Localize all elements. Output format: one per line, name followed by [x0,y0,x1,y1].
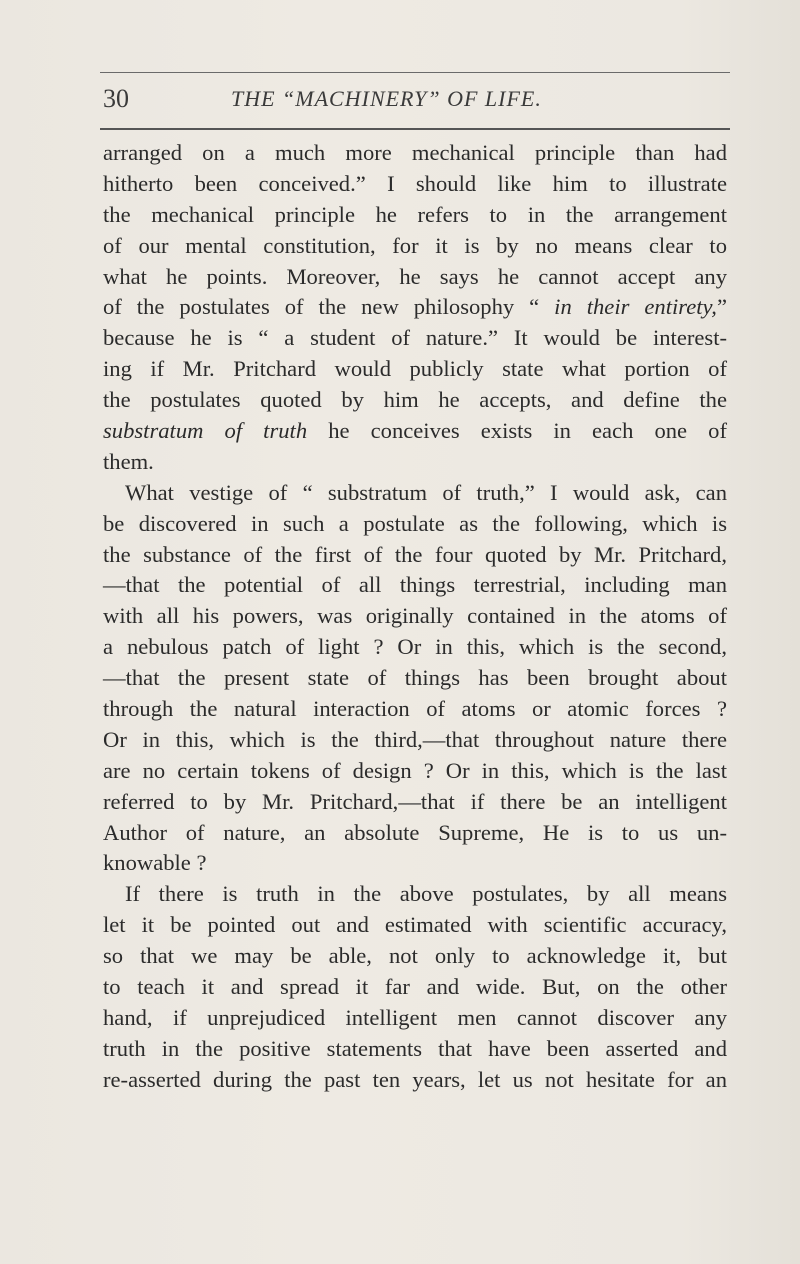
text-line: —that the present state of things has been brought about [103,665,727,691]
text-line: what he points. Moreover, he says he cannot accept any [103,263,727,289]
text-line: Or in this, which is the third,—that throughout nature there [103,726,727,752]
text-line: What vestige of “ substratum of truth,” I would ask, can [125,479,727,505]
text-line: of our mental constitution, for it is by no means clear to [103,232,727,258]
text-line: because he is “ a student of nature.” It would be interest- [103,325,727,351]
text-line: with all his powers, was originally contained in the atoms of [103,603,727,629]
text-line: arranged on a much more mechanical principle than had [103,140,727,165]
text-line: be discovered in such a postulate as the following, which is [103,510,727,536]
text-line: referred to by Mr. Pritchard,—that if there be an intelligent [103,788,727,814]
text-line: the substance of the first of the four quoted by Mr. Pritchard, [103,541,727,567]
text-line: them. [103,448,154,474]
text-line: substratum of truth he conceives exists in each one of [103,418,727,444]
running-title: THE “MACHINERY” OF LIFE. [231,86,542,111]
text-line: truth in the positive statements that have been asserted and [103,1035,727,1061]
text-line: If there is truth in the above postulates, by all means [125,881,727,907]
text-line: knowable ? [103,850,207,876]
text-line: so that we may be able, not only to acknowledge it, but [103,943,727,969]
text-line: Author of nature, an absolute Supreme, He is to us un- [103,819,727,845]
text-line: of the postulates of the new philosophy “ in their entirety,” [103,294,727,320]
header-rule-top [100,72,730,73]
text-line: a nebulous patch of light ? Or in this, which is the second, [103,634,727,660]
text-line: ing if Mr. Pritchard would publicly state what portion of [103,356,727,382]
text-line: to teach it and spread it far and wide. But, on the other [103,974,727,1000]
header-rule-bottom [100,128,730,130]
page-number: 30 [103,84,129,113]
text-line: through the natural interaction of atoms or atomic forces ? [103,696,727,722]
text-line: let it be pointed out and estimated with scientific accuracy, [103,912,727,938]
text-line: re-asserted during the past ten years, let us not hesitate for an [103,1066,727,1092]
running-head [103,80,723,120]
text-line: hitherto been conceived.” I should like him to illustrate [103,170,727,196]
text-line: the mechanical principle he refers to in the arrangement [103,201,727,227]
text-line: —that the potential of all things terrestrial, including man [103,572,727,598]
text-line: the postulates quoted by him he accepts, and define the [103,387,727,413]
text-line: hand, if unprejudiced intelligent men cannot discover any [103,1004,727,1030]
body-text [103,138,727,1096]
text-line: are no certain tokens of design ? Or in this, which is the last [103,757,727,783]
